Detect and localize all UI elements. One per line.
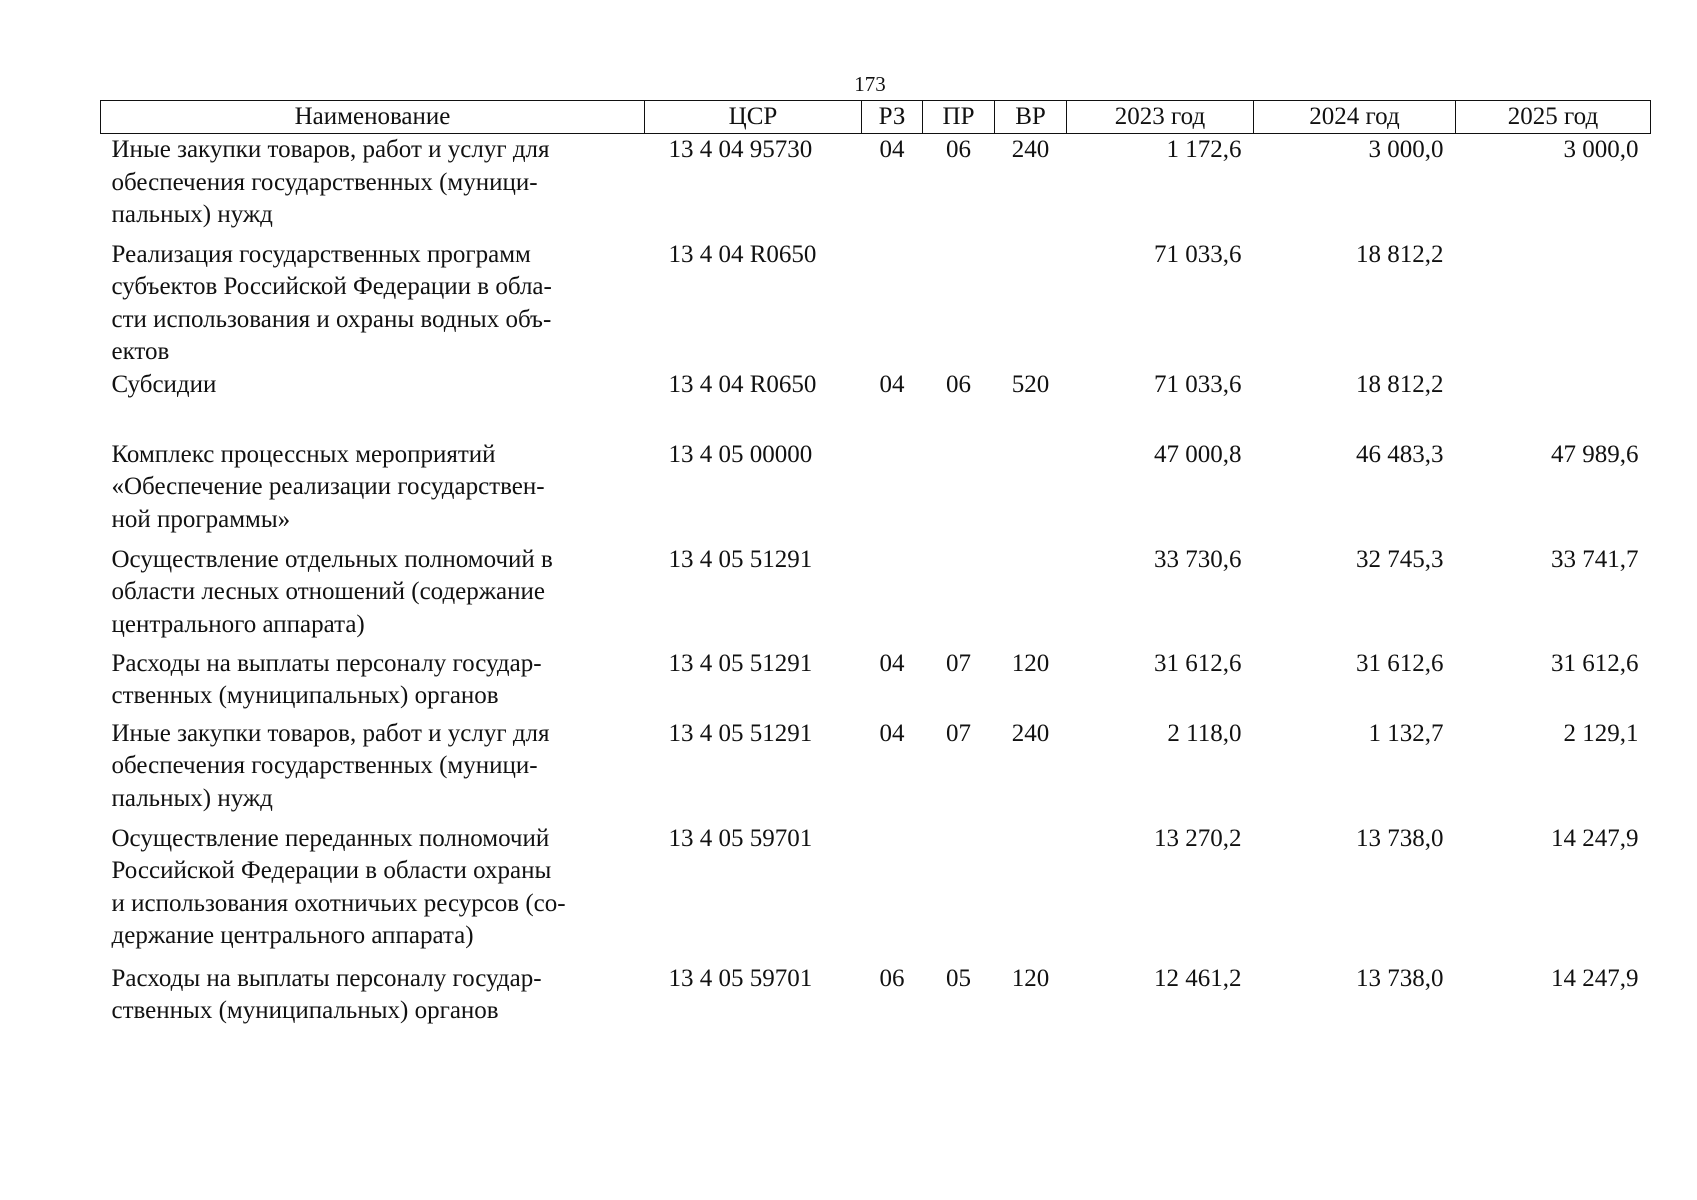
name-line: и использования охотничьих ресурсов (со- (111, 889, 566, 917)
cell-vr (995, 239, 1067, 369)
cell-2023: 71 033,6 (1154, 240, 1242, 268)
table-row (101, 718, 1651, 823)
cell-2024: 13 738,0 (1356, 824, 1444, 852)
cell-2024: 31 612,6 (1356, 649, 1444, 677)
cell-vr (995, 823, 1067, 963)
name-line: пальных) нужд (111, 201, 273, 228)
name-line: обеспечения государственных (муници- (111, 752, 538, 779)
table-row (101, 134, 1651, 239)
table-row (101, 544, 1651, 648)
cell-rz: 06 (879, 964, 905, 992)
cell-csr: 13 4 05 59701 (668, 824, 813, 852)
cell-name (101, 439, 645, 544)
header-rz: РЗ (862, 101, 923, 134)
cell-csr: 13 4 05 51291 (668, 649, 813, 677)
cell-pr: 06 (946, 136, 971, 163)
cell-name (101, 239, 645, 369)
table-body (101, 134, 1651, 1033)
cell-2023: 33 730,6 (1154, 545, 1242, 573)
cell-pr (923, 239, 995, 369)
name-line: пальных) нужд (111, 784, 273, 812)
name-line: Иные закупки товаров, работ и услуг для (111, 136, 550, 163)
cell-2024: 32 745,3 (1356, 545, 1444, 573)
cell-2025 (1456, 239, 1651, 369)
cell-name (101, 823, 645, 963)
cell-vr: 120 (1011, 964, 1050, 992)
cell-2023: 31 612,6 (1154, 649, 1242, 677)
cell-pr (923, 823, 995, 963)
cell-rz (862, 544, 923, 648)
name-line: «Обеспечение реализации государствен- (111, 473, 545, 500)
name-line: сти использования и охраны водных объ- (111, 305, 552, 333)
cell-rz: 04 (879, 370, 905, 398)
header-name: Наименование (101, 101, 645, 134)
cell-2024: 3 000,0 (1368, 136, 1444, 163)
cell-rz: 04 (879, 649, 905, 677)
header-2024: 2024 год (1254, 101, 1456, 134)
cell-2024: 18 812,2 (1356, 240, 1444, 268)
cell-rz (862, 239, 923, 369)
cell-csr: 13 4 04 95730 (668, 136, 813, 163)
name-line: ектов (111, 338, 170, 365)
name-line: Субсидии (111, 370, 217, 398)
cell-pr: 06 (946, 370, 971, 398)
cell-2024: 46 483,3 (1356, 440, 1444, 468)
cell-csr: 13 4 04 R0650 (668, 370, 817, 398)
header-2025: 2025 год (1456, 101, 1651, 134)
table-row (101, 369, 1651, 439)
cell-rz (862, 823, 923, 963)
cell-rz: 04 (879, 136, 905, 163)
header-pr: ПР (923, 101, 995, 134)
cell-name (101, 718, 645, 823)
cell-name (101, 963, 645, 1033)
cell-pr: 05 (946, 964, 971, 992)
table-row (101, 439, 1651, 544)
cell-2023: 12 461,2 (1154, 964, 1242, 992)
table-row (101, 823, 1651, 963)
name-line: Российской Федерации в области охраны (111, 857, 552, 884)
name-line: Комплекс процессных мероприятий (111, 440, 496, 468)
cell-2025: 47 989,6 (1551, 440, 1639, 468)
cell-2025: 3 000,0 (1563, 136, 1639, 163)
budget-table (100, 100, 1651, 1033)
name-line: Иные закупки товаров, работ и услуг для (111, 719, 550, 747)
cell-2023: 13 270,2 (1154, 824, 1242, 852)
cell-2023: 2 118,0 (1167, 719, 1242, 747)
cell-csr: 13 4 05 51291 (668, 719, 813, 747)
page-number: 173 (854, 72, 886, 96)
name-line: Расходы на выплаты персоналу государ- (111, 649, 542, 677)
cell-name (101, 369, 645, 439)
cell-vr: 240 (1011, 719, 1050, 747)
header-2023: 2023 год (1067, 101, 1254, 134)
cell-vr: 520 (1011, 370, 1050, 398)
cell-2024: 18 812,2 (1356, 370, 1444, 398)
name-line: Расходы на выплаты персоналу государ- (111, 964, 542, 992)
name-line: Реализация государственных программ (111, 240, 531, 268)
table-row (101, 963, 1651, 1033)
cell-2023: 71 033,6 (1154, 370, 1242, 398)
cell-2023: 1 172,6 (1166, 136, 1242, 163)
cell-pr (923, 544, 995, 648)
name-line: ной программы» (111, 505, 291, 533)
name-line: обеспечения государственных (муници- (111, 168, 538, 196)
cell-csr: 13 4 05 59701 (668, 964, 813, 992)
cell-2025: 14 247,9 (1551, 824, 1639, 852)
table-row (101, 239, 1651, 369)
cell-2025: 2 129,1 (1563, 719, 1639, 747)
cell-vr (995, 544, 1067, 648)
name-line: области лесных отношений (содержание (111, 578, 545, 605)
cell-csr: 13 4 05 51291 (668, 545, 813, 573)
cell-vr: 120 (1011, 649, 1050, 677)
table-header-row (101, 101, 1651, 134)
name-line: Осуществление отдельных полномочий в (111, 545, 553, 573)
cell-2024: 13 738,0 (1356, 964, 1444, 992)
cell-name (101, 648, 645, 718)
cell-pr: 07 (946, 649, 971, 677)
name-line: центрального аппарата) (111, 610, 365, 638)
cell-pr: 07 (946, 719, 971, 747)
name-line: ственных (муниципальных) органов (111, 682, 499, 709)
name-line: держание центрального аппарата) (111, 922, 474, 949)
cell-rz: 04 (879, 719, 905, 747)
cell-vr (995, 439, 1067, 544)
cell-name (101, 544, 645, 648)
cell-rz (862, 439, 923, 544)
cell-2025 (1456, 369, 1651, 439)
header-csr: ЦСР (645, 101, 862, 134)
cell-2025: 14 247,9 (1551, 964, 1639, 992)
cell-2023: 47 000,8 (1154, 440, 1242, 468)
cell-2025: 31 612,6 (1551, 649, 1639, 677)
cell-2025: 33 741,7 (1551, 545, 1639, 573)
cell-pr (923, 439, 995, 544)
name-line: субъектов Российской Федерации в обла- (111, 273, 552, 300)
cell-vr: 240 (1011, 136, 1050, 163)
table-row (101, 648, 1651, 718)
cell-2024: 1 132,7 (1368, 719, 1444, 747)
name-line: ственных (муниципальных) органов (111, 997, 499, 1024)
cell-name (101, 134, 645, 239)
header-vr: ВР (995, 101, 1067, 134)
name-line: Осуществление переданных полномочий (111, 824, 550, 852)
cell-csr: 13 4 04 R0650 (668, 240, 817, 268)
cell-csr: 13 4 05 00000 (668, 440, 813, 468)
